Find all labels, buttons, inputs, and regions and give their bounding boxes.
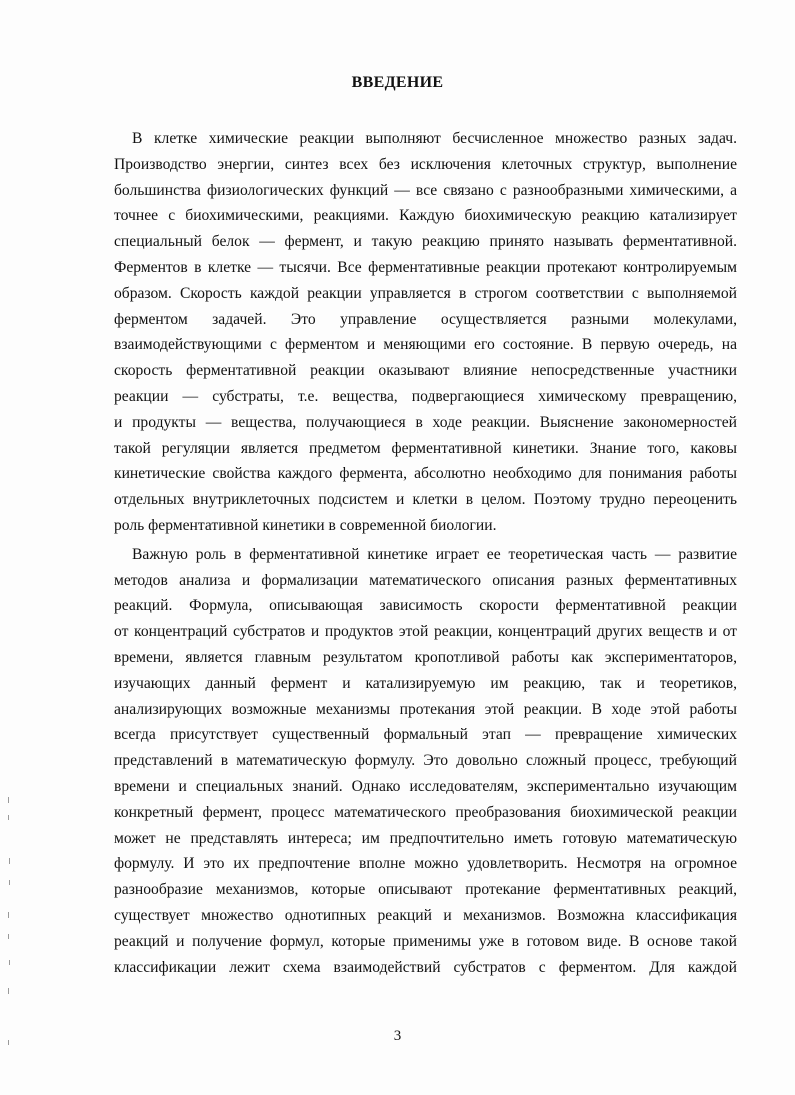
text-line: такой регуляции является предметом ферментативной кинетики. Знание того, каковы bbox=[114, 439, 737, 457]
text-line: большинства физиологических функций — все связано с разнообразными химическими, а bbox=[114, 181, 737, 199]
text-line: реакции — субстраты, т.е. вещества, подвергающиеся химическому превращению, bbox=[114, 387, 737, 405]
text-line: изучающих данный фермент и катализируемую им реакцию, так и теоретиков, bbox=[114, 674, 737, 692]
text-line: существует множество однотипных реакций и механизмов. Возможна классификация bbox=[114, 906, 737, 924]
text-line: Важную роль в ферментативной кинетике играет ее теоретическая часть — развитие bbox=[132, 545, 737, 563]
paragraph bbox=[114, 542, 737, 981]
text-line: и продукты — вещества, получающиеся в ходе реакции. Выяснение закономерностей bbox=[114, 413, 737, 431]
scan-mark bbox=[9, 960, 10, 965]
text-line: методов анализа и формализации математического описания разных ферментативных bbox=[114, 571, 737, 589]
text-line: от концентраций субстратов и продуктов этой реакции, концентраций других веществ и от bbox=[114, 623, 737, 641]
text-line: реакций. Формула, описывающая зависимость скорости ферментативной реакции bbox=[114, 597, 737, 615]
page-number: 3 bbox=[393, 1028, 402, 1044]
scan-mark bbox=[8, 934, 9, 939]
text-line: разнообразие механизмов, которые описывают протекание ферментативных реакций, bbox=[114, 881, 737, 899]
text-line: формулу. И это их предпочтение вполне можно удовлетворить. Несмотря на огромное bbox=[114, 855, 737, 873]
text-line: точнее с биохимическими, реакциями. Каждую биохимическую реакцию катализирует bbox=[114, 207, 737, 225]
text-line: роль ферментативной кинетики в современной биологии. bbox=[114, 516, 497, 534]
text-line: отдельных внутриклеточных подсистем и клетки в целом. Поэтому трудно переоценить bbox=[114, 491, 737, 509]
text-line: анализирующих возможные механизмы протекания этой реакции. В ходе этой работы bbox=[114, 700, 737, 718]
text-line: всегда присутствует существенный формальный этап — превращение химических bbox=[114, 726, 737, 744]
scan-mark bbox=[8, 1040, 9, 1045]
paragraph bbox=[114, 126, 737, 539]
scan-mark bbox=[8, 912, 9, 918]
text-line: представлений в математическую формулу. Это довольно сложный процесс, требующий bbox=[114, 752, 737, 770]
text-line: образом. Скорость каждой реакции управляется в строгом соответствии с выполняемой bbox=[114, 284, 737, 302]
body-text bbox=[114, 126, 737, 980]
text-line: специальный белок — фермент, и такую реакцию принято называть ферментативной. bbox=[114, 233, 737, 251]
scan-mark bbox=[8, 988, 9, 994]
scan-mark bbox=[9, 858, 10, 864]
page-title: ВВЕДЕНИЕ bbox=[351, 74, 444, 91]
text-line: может не представлять интереса; им предпочтительно иметь готовую математическую bbox=[114, 829, 737, 847]
scan-mark bbox=[9, 880, 10, 885]
text-line: времени и специальных знаний. Однако исследователям, экспериментально изучающим bbox=[114, 777, 737, 795]
scan-mark bbox=[8, 797, 9, 803]
text-line: времени, является главным результатом кропотливой работы как экспериментаторов, bbox=[114, 648, 737, 666]
text-line: кинетические свойства каждого фермента, абсолютно необходимо для понимания работы bbox=[114, 465, 737, 483]
text-line: скорость ферментативной реакции оказывают влияние непосредственные участники bbox=[114, 362, 737, 380]
text-line: В клетке химические реакции выполняют бесчисленное множество разных задач. bbox=[132, 130, 737, 147]
scan-mark bbox=[8, 815, 9, 820]
text-line: конкретный фермент, процесс математического преобразования биохимической реакции bbox=[114, 803, 737, 821]
text-line: Производство энергии, синтез всех без исключения клеточных структур, выполнение bbox=[114, 155, 737, 173]
text-line: Ферментов в клетке — тысячи. Все ферментативные реакции протекают контролируемым bbox=[114, 258, 737, 276]
text-line: взаимодействующими с ферментом и меняющими его состояние. В первую очередь, на bbox=[114, 336, 737, 354]
text-line: классификации лежит схема взаимодействий субстратов с ферментом. Для каждой bbox=[114, 958, 737, 976]
text-line: ферментом задачей. Это управление осуществляется разными молекулами, bbox=[114, 310, 737, 328]
text-line: реакций и получение формул, которые применимы уже в готовом виде. В основе такой bbox=[114, 932, 737, 950]
